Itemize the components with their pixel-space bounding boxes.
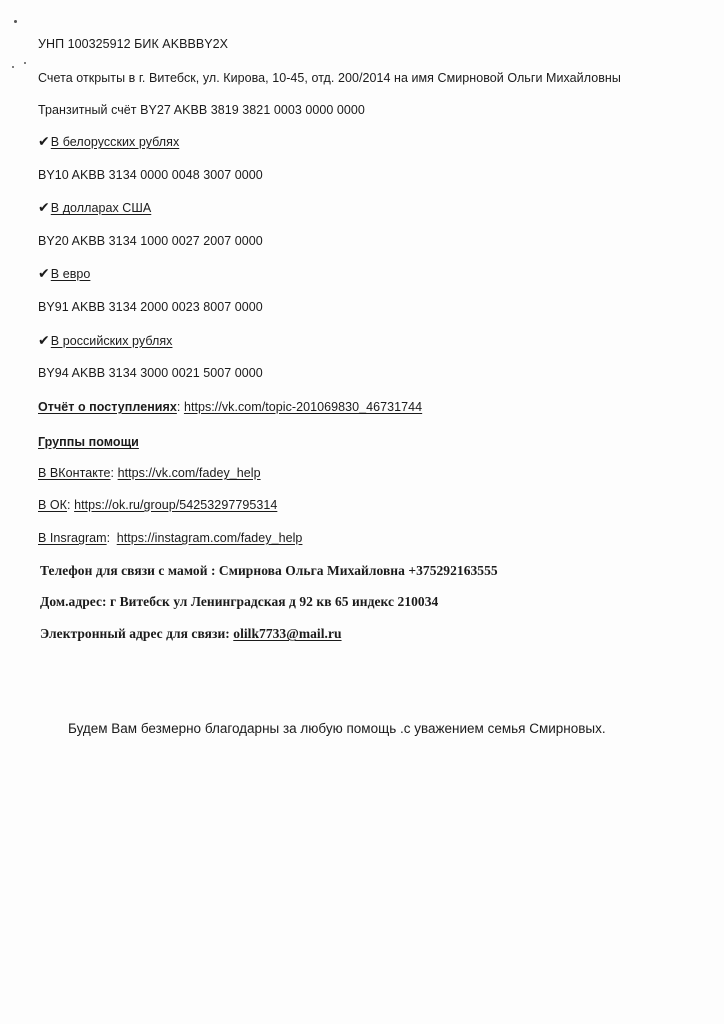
transit-account: Транзитный счёт BY27 AKBB 3819 3821 0003 0000 0000 [38, 103, 365, 117]
group-label: В ОК [38, 498, 68, 512]
currency-label-text: В белорусских рублях [50, 135, 180, 149]
check-mark-icon: ✔ [38, 134, 50, 150]
scan-speck [14, 20, 17, 23]
email-link[interactable]: olilk7733@mail.ru [233, 626, 342, 641]
bank-ids: УНП 100325912 БИК AKBBBY2X [38, 37, 229, 51]
scan-speck [24, 62, 26, 64]
currency-label-text: В российских рублях [50, 334, 173, 348]
account-number-rub: BY94 AKBB 3134 3000 0021 5007 0000 [38, 366, 263, 380]
group-sep: : [67, 498, 71, 512]
currency-label-text: В долларах США [50, 201, 152, 215]
email-label: Электронный адрес для связи: [40, 626, 230, 641]
contact-address: Дом.адрес: г Витебск ул Ленинградская д 92 кв 65 индекс 210034 [40, 594, 439, 609]
report-link[interactable]: https://vk.com/topic-201069830_46731744 [183, 400, 423, 414]
report-line [38, 400, 422, 414]
currency-label-usd [38, 200, 151, 216]
groups-title: Группы помощи [38, 435, 139, 449]
accounts-opened-text: Счета открыты в г. Витебск, ул. Кирова, 10-45, отд. 200/2014 на имя Смирновой Ольги Михайловны [38, 71, 621, 85]
account-number-byn: BY10 AKBB 3134 0000 0048 3007 0000 [38, 168, 263, 182]
contact-email-line [40, 626, 342, 642]
contact-phone: Телефон для связи с мамой : Смирнова Ольга Михайловна +375292163555 [40, 563, 498, 578]
group-instagram-link[interactable]: https://instagram.com/fadey_help [116, 531, 303, 545]
check-mark-icon: ✔ [38, 200, 50, 216]
group-ok-link[interactable]: https://ok.ru/group/54253297795314 [74, 498, 278, 512]
currency-label-rub [38, 333, 172, 349]
currency-label-text: В евро [50, 267, 91, 281]
group-sep: : [110, 466, 115, 480]
report-sep: : [176, 400, 181, 414]
check-mark-icon: ✔ [38, 266, 50, 282]
closing-text: Будем Вам безмерно благодарны за любую помощь .с уважением семья Смирновых. [68, 721, 606, 736]
group-vk-line [38, 466, 261, 480]
group-label: В Insragram [38, 531, 107, 545]
report-label: Отчёт о поступлениях [38, 400, 177, 414]
scan-speck [12, 66, 14, 68]
account-number-eur: BY91 AKBB 3134 2000 0023 8007 0000 [38, 300, 263, 314]
group-sep: : [106, 531, 111, 545]
check-mark-icon: ✔ [38, 333, 50, 349]
account-number-usd: BY20 AKBB 3134 1000 0027 2007 0000 [38, 234, 263, 248]
group-label: В ВКонтакте [38, 466, 111, 480]
currency-label-byn [38, 134, 179, 150]
group-ok-line [38, 498, 277, 512]
currency-label-eur [38, 266, 90, 282]
group-instagram-line [38, 531, 302, 545]
group-vk-link[interactable]: https://vk.com/fadey_help [117, 466, 261, 480]
